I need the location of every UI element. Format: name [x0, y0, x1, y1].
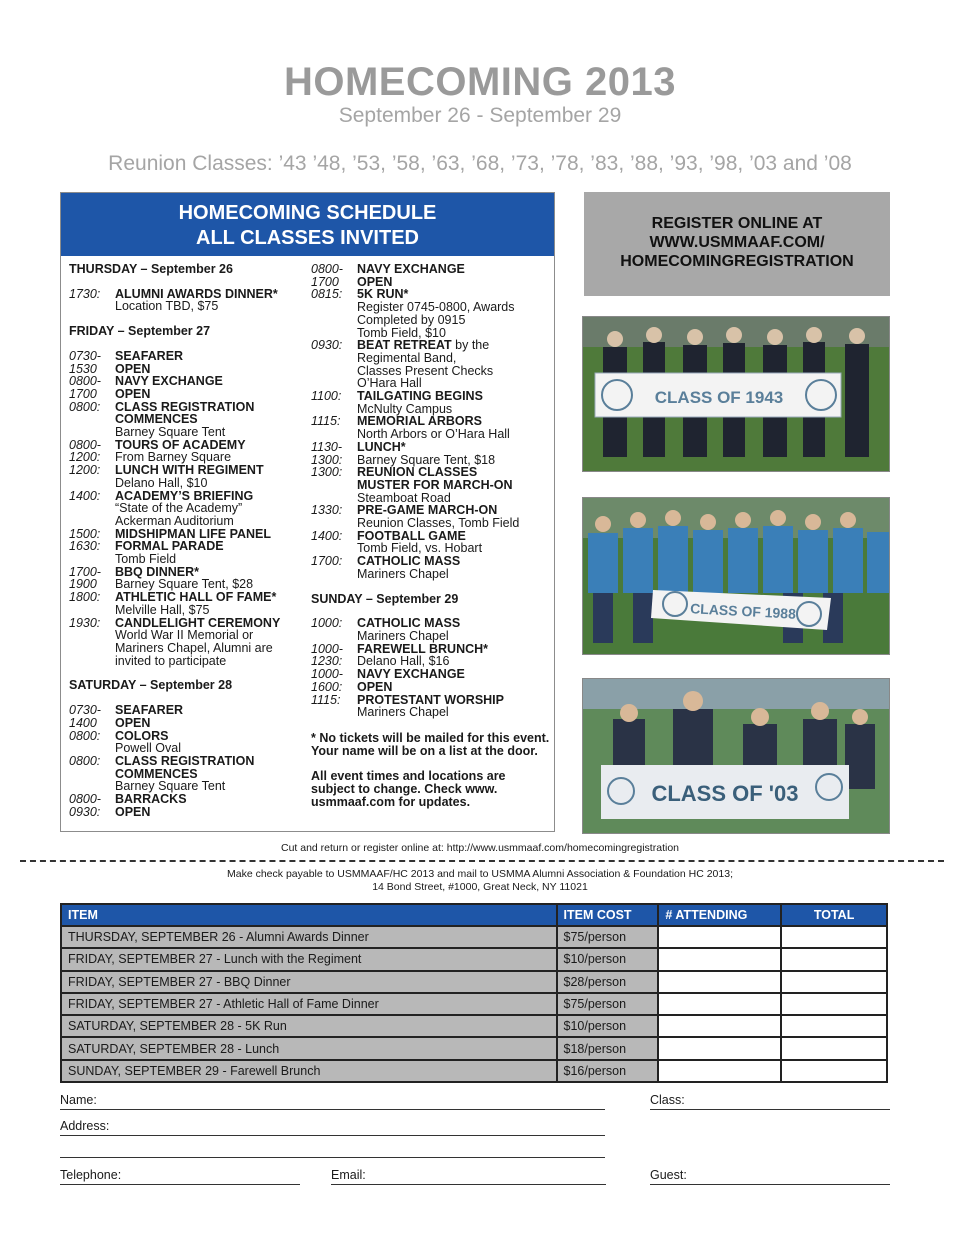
- reunion-classes: Reunion Classes: ’43 ’48, ’53, ’58, ’63, ’68, ’73, ’78, ’83, ’88, ’93, ’98, ’03 and ’08: [108, 152, 852, 175]
- total-input[interactable]: [781, 926, 887, 948]
- event: 1500: MIDSHIPMAN LIFE PANEL: [69, 526, 272, 541]
- event: 1200: From Barney Square: [69, 450, 232, 465]
- cost-cell: $10/person: [557, 1015, 659, 1037]
- event: 1200: LUNCH WITH REGIMENT Delano Hall, $10: [69, 463, 264, 490]
- event: 0800: COLORS Powell Oval: [69, 728, 181, 756]
- address-field-line2[interactable]: [60, 1140, 605, 1158]
- event: 1700 OPEN: [311, 274, 393, 289]
- attending-input[interactable]: [658, 971, 781, 993]
- class-1943-photo: [582, 316, 890, 472]
- attending-input[interactable]: [658, 993, 781, 1015]
- event: 0800- NAVY EXCHANGE: [69, 374, 223, 389]
- name-label: Name:: [60, 1093, 97, 1107]
- change-note: All event times and locations are subject to change. Check www. usmmaaf.com for updates.: [311, 769, 506, 809]
- cost-cell: $75/person: [557, 926, 659, 948]
- register-online-box[interactable]: [584, 192, 890, 296]
- attending-input[interactable]: [658, 1015, 781, 1037]
- event: 1900 Barney Square Tent, $28: [69, 577, 254, 592]
- name-field[interactable]: [60, 1092, 605, 1110]
- schedule-subheading: ALL CLASSES INVITED: [196, 227, 419, 249]
- item-cell: SATURDAY, SEPTEMBER 28 - 5K Run: [61, 1015, 557, 1037]
- total-input[interactable]: [781, 1060, 887, 1082]
- day-heading: SATURDAY – September 28: [69, 678, 233, 693]
- event: 1400: ACADEMY’S BRIEFING “State of the Academy” Ackerman Auditorium: [69, 488, 254, 528]
- total-input[interactable]: [781, 948, 887, 970]
- total-input[interactable]: [781, 971, 887, 993]
- schedule-panel: [60, 192, 555, 832]
- table-row: [61, 971, 887, 993]
- event: 0930: OPEN: [69, 804, 151, 819]
- class-field[interactable]: [650, 1092, 890, 1110]
- class-1988-photo: [582, 497, 890, 655]
- total-input[interactable]: [781, 993, 887, 1015]
- event: 1400 OPEN: [69, 715, 151, 730]
- event: 1115: MEMORIAL ARBORS North Arbors or O’Hara Hall: [311, 414, 510, 442]
- event: 0800- TOURS OF ACADEMY: [69, 437, 246, 452]
- item-cell: FRIDAY, SEPTEMBER 27 - BBQ Dinner: [61, 971, 557, 993]
- cost-cell: $18/person: [557, 1037, 659, 1059]
- register-line: HOMECOMINGREGISTRATION: [620, 253, 854, 270]
- col-total: TOTAL: [781, 904, 887, 926]
- event: 1300: Barney Square Tent, $18: [311, 452, 496, 467]
- event: 1000- FAREWELL BRUNCH*: [311, 641, 489, 656]
- event: 1300: REUNION CLASSES MUSTER FOR MARCH-ON Steamboat Road: [311, 465, 513, 505]
- table-row: [61, 993, 887, 1015]
- cost-cell: $16/person: [557, 1060, 659, 1082]
- item-cell: FRIDAY, SEPTEMBER 27 - Athletic Hall of Fame Dinner: [61, 993, 557, 1015]
- event: 1630: FORMAL PARADE Tomb Field: [69, 539, 224, 567]
- event: 1530 OPEN: [69, 361, 151, 376]
- event: 0800: CLASS REGISTRATION COMMENCES Barney Square Tent: [69, 753, 255, 794]
- event: 1115: PROTESTANT WORSHIP Mariners Chapel: [311, 692, 504, 720]
- cost-cell: $75/person: [557, 993, 659, 1015]
- class-2003-photo: [582, 678, 890, 834]
- col-cost: ITEM COST: [557, 904, 659, 926]
- cost-cell: $10/person: [557, 948, 659, 970]
- event: 0800- BARRACKS: [69, 792, 187, 807]
- email-field[interactable]: [331, 1167, 606, 1185]
- banner-1943: CLASS OF 1943: [654, 388, 784, 407]
- cut-divider: [20, 860, 944, 862]
- register-line: WWW.USMMAAF.COM/: [649, 234, 825, 251]
- col-attending: # ATTENDING: [658, 904, 781, 926]
- attending-input[interactable]: [658, 1060, 781, 1082]
- table-row: [61, 926, 887, 948]
- event: 1000: CATHOLIC MASS Mariners Chapel: [311, 616, 461, 643]
- mail-line: 14 Bond Street, #1000, Great Neck, NY 11021: [372, 881, 588, 893]
- event: 1930: CANDLELIGHT CEREMONY World War II Memorial or Mariners Chapel, Alumni are invited to participate: [69, 615, 281, 668]
- schedule-header: [61, 193, 554, 256]
- attending-input[interactable]: [658, 1037, 781, 1059]
- telephone-field[interactable]: [60, 1167, 300, 1185]
- col-item: ITEM: [61, 904, 557, 926]
- event: 1800: ATHLETIC HALL OF FAME* Melville Hall, $75: [69, 590, 277, 617]
- class-label: Class:: [650, 1093, 685, 1107]
- total-input[interactable]: [781, 1037, 887, 1059]
- order-header-row: [61, 904, 887, 926]
- event: 1700 OPEN: [69, 386, 151, 401]
- guest-label: Guest:: [650, 1168, 687, 1182]
- schedule-right-column: [311, 263, 551, 808]
- attending-input[interactable]: [658, 948, 781, 970]
- table-row: [61, 1015, 887, 1037]
- banner-2003: CLASS OF '03: [651, 781, 799, 806]
- mail-instructions: [0, 868, 960, 894]
- event: 0930: BEAT RETREAT by the Regimental Band, Classes Present Checks O’Hara Hall: [311, 338, 494, 391]
- cost-cell: $28/person: [557, 971, 659, 993]
- table-row: [61, 948, 887, 970]
- total-input[interactable]: [781, 1015, 887, 1037]
- schedule-heading: HOMECOMING SCHEDULE: [178, 202, 437, 224]
- item-cell: FRIDAY, SEPTEMBER 27 - Lunch with the Regiment: [61, 948, 557, 970]
- event: 0815: 5K RUN* Register 0745-0800, Awards Completed by 0915 Tomb Field, $10: [311, 287, 515, 340]
- mail-line: Make check payable to USMMAAF/HC 2013 and mail to USMMA Alumni Association & Foundation HC 2013;: [227, 868, 733, 880]
- table-row: [61, 1060, 887, 1082]
- item-cell: SATURDAY, SEPTEMBER 28 - Lunch: [61, 1037, 557, 1059]
- table-row: [61, 1037, 887, 1059]
- attending-input[interactable]: [658, 926, 781, 948]
- event: 0800- NAVY EXCHANGE: [311, 262, 465, 276]
- schedule-left-column: [69, 263, 309, 818]
- event: 1700: CATHOLIC MASS Mariners Chapel: [311, 554, 461, 581]
- cut-instructions: Cut and return or register online at: http://www.usmmaaf.com/homecomingregistration: [280, 842, 679, 854]
- address-field[interactable]: [60, 1118, 605, 1136]
- event: 1100: TAILGATING BEGINS McNulty Campus: [311, 389, 483, 416]
- register-line: REGISTER ONLINE AT: [651, 215, 823, 232]
- day-heading: SUNDAY – September 29: [311, 591, 459, 606]
- banner-1988: CLASS OF 1988: [689, 600, 797, 622]
- page-title: HOMECOMING 2013: [283, 60, 677, 104]
- event-dates: September 26 - September 29: [338, 104, 622, 127]
- day-heading: THURSDAY – September 26: [69, 262, 233, 276]
- event: 0800: CLASS REGISTRATION COMMENCES Barney Square Tent: [69, 399, 255, 440]
- event: 1230: Delano Hall, $16: [311, 654, 450, 669]
- event: 1700- BBQ DINNER*: [69, 564, 200, 579]
- order-table: [60, 903, 888, 1083]
- event: 1000- NAVY EXCHANGE: [311, 667, 465, 682]
- event: 0730- SEAFARER: [69, 348, 184, 363]
- ticket-note: * No tickets will be mailed for this event. Your name will be on a list at the door.: [311, 730, 550, 758]
- day-heading: FRIDAY – September 27: [69, 324, 211, 339]
- event: 1600: OPEN: [311, 679, 393, 694]
- event: 1730: ALUMNI AWARDS DINNER* Location TBD, $75: [69, 286, 278, 314]
- email-label: Email:: [331, 1168, 366, 1182]
- item-cell: SUNDAY, SEPTEMBER 29 - Farewell Brunch: [61, 1060, 557, 1082]
- event: 1330: PRE-GAME MARCH-ON Reunion Classes, Tomb Field: [311, 503, 520, 531]
- address-label: Address:: [60, 1119, 110, 1133]
- event: 0730- SEAFARER: [69, 703, 184, 718]
- guest-field[interactable]: [650, 1167, 890, 1185]
- item-cell: THURSDAY, SEPTEMBER 26 - Alumni Awards Dinner: [61, 926, 557, 948]
- event: 1130- LUNCH*: [311, 439, 406, 454]
- event: 1400: FOOTBALL GAME Tomb Field, vs. Hobart: [311, 528, 483, 556]
- telephone-label: Telephone:: [60, 1168, 122, 1182]
